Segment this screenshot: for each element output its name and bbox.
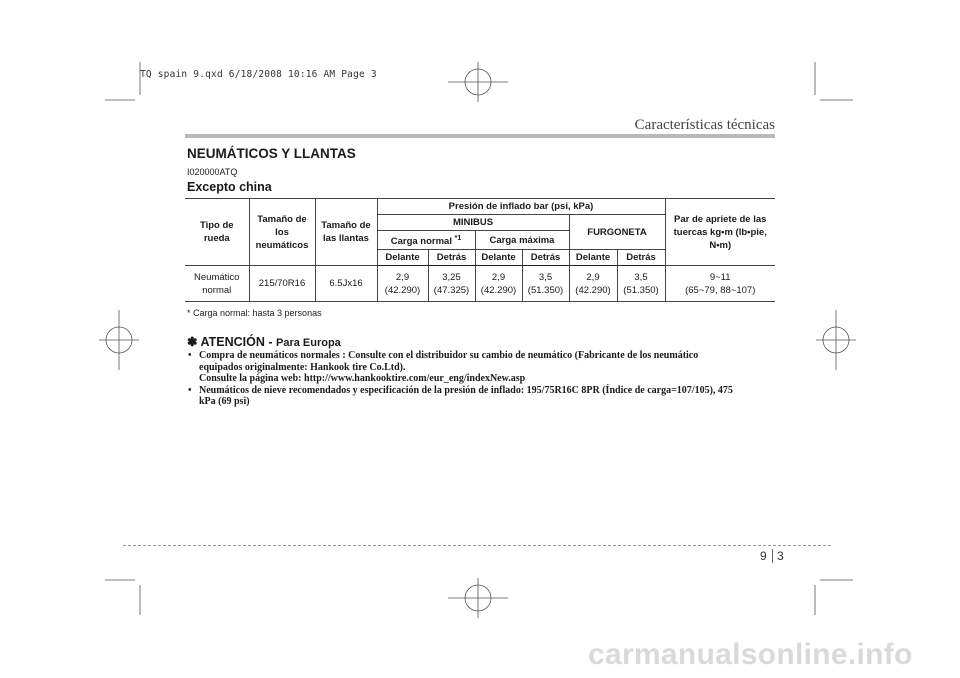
attention-symbol-icon: ✽ <box>187 335 198 349</box>
cell-tipo-rueda: Neumático normal <box>185 266 249 302</box>
footer-dashed-rule <box>123 545 831 546</box>
tire-spec-table <box>185 198 775 302</box>
page-header-title: Características técnicas <box>634 117 775 133</box>
note-item: • Compra de neumáticos normales : Consulte con el distribuidor su cambio de neumático (Fabricante de los neumático equipados originalmente: Hankook tire Co.Ltd). Consulte la página web: http://www.hankooktire.com/eur_eng/indexNew.asp <box>188 350 699 384</box>
header-detras: Detrás <box>428 250 475 266</box>
header-par-apriete: Par de apriete de las tuercas kg•m (lb•pie, N•m) <box>665 199 775 266</box>
file-slug: TQ spain 9.qxd 6/18/2008 10:16 AM Page 3 <box>140 69 377 80</box>
header-delante: Delante <box>475 250 522 266</box>
header-tamano-llantas: Tamaño de las llantas <box>315 199 377 266</box>
header-detras: Detrás <box>522 250 569 266</box>
header-tamano-neumaticos: Tamaño de los neumáticos <box>249 199 315 266</box>
cell-presion: 2,9 (42.290) <box>475 266 522 302</box>
cell-tamano-llantas: 6.5Jx16 <box>315 266 377 302</box>
watermark: carmanualsonline.info <box>588 638 913 671</box>
bullet-icon: • <box>188 350 192 361</box>
cell-presion: 3,5 (51.350) <box>522 266 569 302</box>
cell-presion: 2,9 (42.290) <box>377 266 428 302</box>
attention-heading <box>187 334 341 349</box>
page-number-separator <box>772 549 773 563</box>
attention-sub: Para Europa <box>275 337 341 349</box>
cell-presion: 2,9 (42.290) <box>569 266 617 302</box>
header-carga-maxima: Carga máxima <box>475 231 569 250</box>
header-delante: Delante <box>569 250 617 266</box>
page-number: 3 <box>777 549 784 563</box>
header-furgoneta: FURGONETA <box>569 215 665 250</box>
cell-presion: 3,25 (47.325) <box>428 266 475 302</box>
header-rule <box>185 134 775 138</box>
header-tipo-rueda: Tipo de rueda <box>185 199 249 266</box>
header-delante: Delante <box>377 250 428 266</box>
bullet-icon: • <box>188 384 192 396</box>
section-subtitle: Excepto china <box>187 180 272 194</box>
note-item: • Neumáticos de nieve recomendados y especificación de la presión de inflado: 195/75R16C 8PR (Índice de carga=107/105), 475 kPa (69 psi) <box>188 384 733 407</box>
header-presion: Presión de inflado bar (psi, kPa) <box>377 199 665 215</box>
header-minibus: MINIBUS <box>377 215 569 231</box>
cell-presion: 3,5 (51.350) <box>617 266 665 302</box>
attention-label: ATENCIÓN - <box>200 335 273 349</box>
header-carga-normal: Carga normal $^{*1}$ <box>377 231 475 250</box>
header-detras: Detrás <box>617 250 665 266</box>
chapter-number: 9 <box>760 549 767 563</box>
cell-tamano-neumaticos: 215/70R16 <box>249 266 315 302</box>
footnote: * Carga normal: hasta 3 personas <box>187 308 322 318</box>
cell-par-apriete: 9~11 (65~79, 88~107) <box>665 266 775 302</box>
attention-notes <box>187 350 777 408</box>
section-title: NEUMÁTICOS Y LLANTAS <box>187 146 356 161</box>
section-code: I020000ATQ <box>187 167 238 177</box>
